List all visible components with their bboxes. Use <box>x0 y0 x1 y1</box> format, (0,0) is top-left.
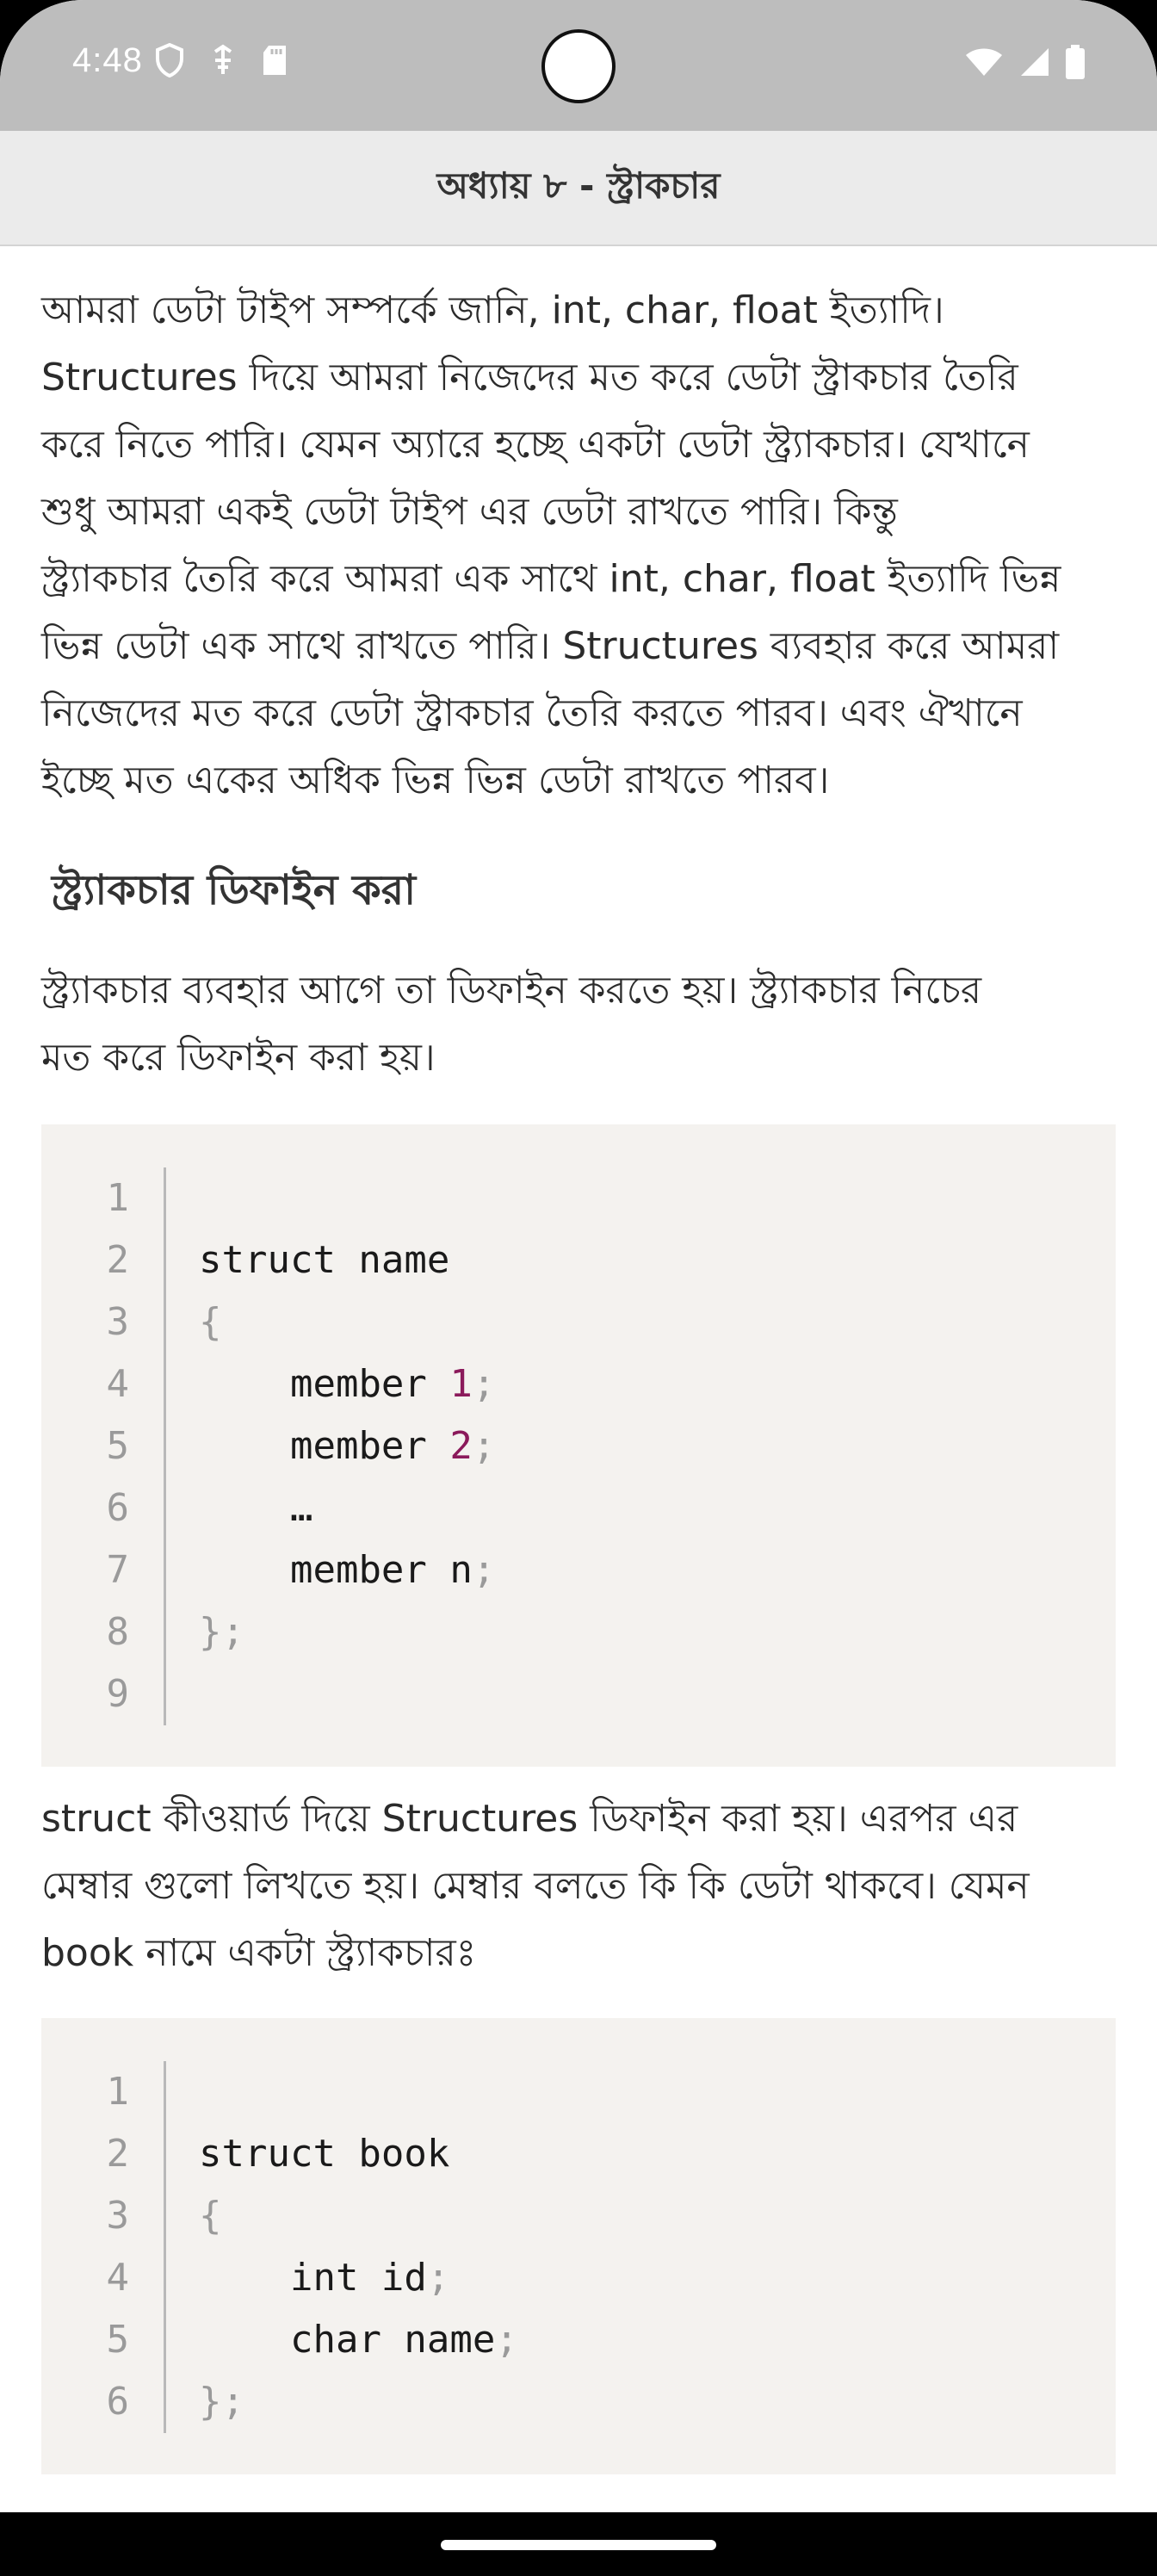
text-line: মেম্বার গুলো লিখতে হয়। মেম্বার বলতে কি কি ডেটা থাকবে। যেমন <box>41 1864 1030 1908</box>
code-line <box>199 1167 495 1229</box>
usb-debug-icon <box>210 43 236 77</box>
text-line: আমরা ডেটা টাইপ সম্পর্কে জানি, int, char, float ইত্যাদি। <box>41 288 944 332</box>
text-line: book নামে একটা স্ট্র্যাকচারঃ <box>41 1931 477 1975</box>
chapter-content <box>41 246 1116 2474</box>
code-line: { <box>199 2194 222 2238</box>
code-line: … <box>289 1486 313 1530</box>
text-line: ভিন্ন ডেটা এক সাথে রাখতে পারি। Structures ব্যবহার করে আমরা <box>41 624 1060 668</box>
line-number: 6 <box>106 1486 129 1530</box>
status-right-icons <box>964 45 1085 83</box>
status-bar <box>0 0 1157 131</box>
status-left-icons <box>155 43 288 77</box>
code-line: { <box>199 1300 222 1344</box>
line-number: 7 <box>106 1548 129 1592</box>
status-time: 4:48 <box>72 41 143 79</box>
line-number: 2 <box>106 1238 129 1282</box>
code-line: int id; <box>289 2256 450 2300</box>
code-line: }; <box>199 1610 244 1654</box>
line-number-gutter <box>41 2061 166 2433</box>
line-number: 2 <box>106 2132 129 2176</box>
line-number: 5 <box>106 1424 129 1468</box>
line-number: 3 <box>106 1300 129 1344</box>
section-heading: স্ট্র্যাকচার ডিফাইন করা <box>52 866 417 914</box>
shield-icon <box>155 43 184 77</box>
home-gesture-handle[interactable] <box>441 2540 716 2550</box>
define-paragraph <box>41 957 1116 1092</box>
intro-paragraph <box>41 277 1116 814</box>
sd-card-icon <box>262 44 288 77</box>
line-number-gutter <box>41 1167 166 1725</box>
text-line: করে নিতে পারি। যেমন অ্যারে হচ্ছে একটা ডেটা স্ট্র্যাকচার। যেখানে <box>41 423 1030 467</box>
code-block-struct-book <box>41 2018 1116 2474</box>
text-line: স্ট্র্যাকচার ব্যবহার আগে তা ডিফাইন করতে হয়। স্ট্র্যাকচার নিচের <box>41 969 982 1012</box>
text-line: স্ট্র্যাকচার তৈরি করে আমরা এক সাথে int, char, float ইত্যাদি ভিন্ন <box>41 557 1061 601</box>
code-lines <box>166 1167 495 1725</box>
line-number: 6 <box>106 2380 129 2424</box>
line-number: 3 <box>106 2194 129 2238</box>
text-line: মত করে ডিফাইন করা হয়। <box>41 1036 436 1080</box>
text-line: নিজেদের মত করে ডেটা স্ট্রাকচার তৈরি করতে পারব। এবং ঐখানে <box>41 691 1023 735</box>
line-number: 5 <box>106 2318 129 2362</box>
code-line: char name; <box>289 2318 518 2362</box>
explain-paragraph <box>41 1786 1116 1987</box>
code-line: }; <box>199 2380 244 2424</box>
line-number: 1 <box>106 1176 129 1220</box>
code-line <box>199 1663 495 1725</box>
line-number: 9 <box>106 1672 129 1716</box>
code-lines <box>166 2061 518 2433</box>
signal-icon <box>1019 46 1050 81</box>
text-line: struct কীওয়ার্ড দিয়ে Structures ডিফাইন করা হয়। এরপর এর <box>41 1797 1018 1841</box>
code-line: member n; <box>289 1548 496 1592</box>
line-number: 1 <box>106 2070 129 2114</box>
battery-icon <box>1066 45 1085 83</box>
code-line: struct book <box>199 2132 450 2176</box>
line-number: 4 <box>106 2256 129 2300</box>
code-line: struct name <box>199 1238 450 1282</box>
camera-cutout <box>541 29 616 103</box>
code-block-struct-name <box>41 1124 1116 1767</box>
code-line: member 2; <box>289 1424 496 1468</box>
text-line: ইচ্ছে মত একের অধিক ভিন্ন ভিন্ন ডেটা রাখতে পারব। <box>41 759 830 802</box>
text-line: Structures দিয়ে আমরা নিজেদের মত করে ডেটা স্ট্রাকচার তৈরি <box>41 356 1018 399</box>
page-title: অধ্যায় ৮ - স্ট্রাকচার <box>436 164 721 207</box>
code-line <box>199 2061 518 2123</box>
wifi-icon <box>964 46 1004 81</box>
text-line: শুধু আমরা একই ডেটা টাইপ এর ডেটা রাখতে পারি। কিন্তু <box>41 490 898 534</box>
line-number: 8 <box>106 1610 129 1654</box>
line-number: 4 <box>106 1362 129 1406</box>
code-line: member 1; <box>289 1362 496 1406</box>
app-header <box>0 131 1157 246</box>
